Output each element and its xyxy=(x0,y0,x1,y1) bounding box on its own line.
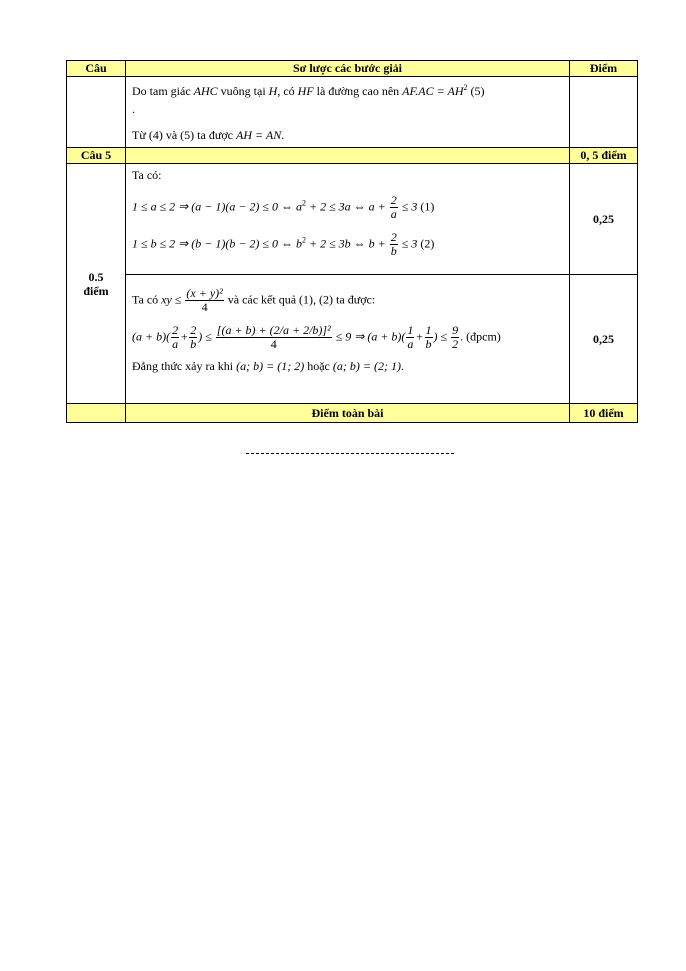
q4-text: Do tam giác xyxy=(132,84,191,98)
q5-fraction xyxy=(425,324,433,351)
q5-part2-content xyxy=(126,275,570,404)
q5-expr: + xyxy=(180,329,189,344)
frac-num: 2 xyxy=(172,323,179,337)
q4-text: vuông tại xyxy=(220,84,266,98)
q5-expr: ≤ 3 xyxy=(401,236,418,251)
q5-expr: 1 ≤ a ≤ 2 ⇒ (a − 1)(a − 2) ≤ 0 ⇔ a xyxy=(132,199,302,214)
q5-main-inequality xyxy=(132,324,563,351)
q4-text: và xyxy=(165,128,178,142)
q4-tag: (5) xyxy=(470,84,485,98)
q5-expr: + 2 ≤ 3a ⇔ a + xyxy=(306,199,386,214)
q4-equation: AF.AC = AH xyxy=(402,84,464,98)
frac-num: [(a + b) + (2/a + 2/b)]² xyxy=(216,323,331,337)
q5-text: Ta có xyxy=(132,292,159,307)
section-5-row xyxy=(67,148,638,164)
q5-text: . (đpcm) xyxy=(460,329,501,344)
frac-num: 1 xyxy=(407,323,414,337)
q5-intro: Ta có: xyxy=(132,168,162,182)
q5-text: . xyxy=(400,359,404,373)
q5-tag: (1) xyxy=(299,292,314,307)
q4-tail-content xyxy=(126,77,570,148)
header-diem: Điểm xyxy=(570,61,638,77)
q5-sup: 2 xyxy=(302,198,306,208)
q5-fraction xyxy=(390,194,398,221)
q5-equality-case xyxy=(132,357,563,375)
q5-expr: + xyxy=(415,329,424,344)
section-5-blank xyxy=(126,148,570,164)
frac-den: b xyxy=(390,244,397,258)
frac-den: 4 xyxy=(201,300,208,314)
frac-den: b xyxy=(190,337,197,351)
q5-fraction xyxy=(185,287,223,314)
q4-tail-label xyxy=(67,77,126,148)
q5-expr: (a + b)( xyxy=(132,329,171,344)
q5-expr: ) ≤ xyxy=(198,329,212,344)
end-separator xyxy=(246,453,454,454)
q5-tag: (2) xyxy=(420,236,435,251)
q4-tag: (5) xyxy=(180,128,195,142)
frac-den: b xyxy=(425,337,432,351)
q5-expr: + 2 ≤ 3b ⇔ b + xyxy=(306,236,386,251)
section-5-label: Câu 5 xyxy=(67,148,126,164)
q4-tag: (4) xyxy=(148,128,163,142)
total-blank xyxy=(67,404,126,423)
q5-part1-row xyxy=(67,164,638,275)
section-5-points: 0, 5 điểm xyxy=(570,148,638,164)
frac-den: a xyxy=(390,207,397,221)
frac-den: 4 xyxy=(270,337,277,351)
q4-text: ta được xyxy=(197,128,234,142)
q5-fraction xyxy=(406,324,414,351)
q4-tail-score xyxy=(570,77,638,148)
q5-fraction xyxy=(390,231,398,258)
frac-num: 9 xyxy=(452,323,459,337)
q4-segment: HF xyxy=(297,84,314,98)
q4-point: H xyxy=(268,84,278,98)
frac-num: 2 xyxy=(390,193,397,207)
q5-points-value: 0.5 xyxy=(88,269,104,284)
q4-tail-row xyxy=(67,77,638,148)
q5-fraction xyxy=(451,324,459,351)
q4-text: là đường cao nên xyxy=(316,84,400,98)
header-cau: Câu xyxy=(67,61,126,77)
q5-expr: (a; b) = (2; 1) xyxy=(332,359,401,373)
frac-num: 1 xyxy=(425,323,432,337)
frac-den: a xyxy=(407,337,414,351)
q5-expr: ≤ 9 ⇒ (a + b)( xyxy=(335,329,406,344)
q5-expr: (a; b) = (1; 2) xyxy=(236,359,305,373)
q4-text: , có xyxy=(277,84,295,98)
q5-part1-content xyxy=(126,164,570,275)
q5-part2-score: 0,25 xyxy=(570,275,638,404)
q5-big-fraction xyxy=(216,324,332,351)
header-steps: Sơ lược các bước giải xyxy=(126,61,570,77)
q5-part2-row xyxy=(67,275,638,404)
q5-part1-score: 0,25 xyxy=(570,164,638,275)
q5-fraction xyxy=(189,324,197,351)
q5-text: và các kết quả xyxy=(227,292,297,307)
q5-tag: (1) xyxy=(420,199,435,214)
q4-dot: . xyxy=(132,102,135,116)
q5-text: , xyxy=(313,292,317,307)
q4-text: Từ xyxy=(132,128,146,142)
frac-den: 2 xyxy=(452,337,459,351)
q5-fraction xyxy=(171,324,179,351)
total-score: 10 điểm xyxy=(570,404,638,423)
q5-inequality-2 xyxy=(132,231,563,258)
q4-sup: 2 xyxy=(463,83,468,92)
q4-conclusion: AH = AN xyxy=(236,128,282,142)
q5-text: hoặc xyxy=(307,359,330,373)
total-label: Điểm toàn bài xyxy=(126,404,570,423)
q5-points-label xyxy=(67,164,126,404)
q4-triangle: AHC xyxy=(193,84,218,98)
q5-hint xyxy=(132,287,563,314)
frac-den: a xyxy=(172,337,179,351)
grading-table xyxy=(66,60,638,423)
table-header-row xyxy=(67,61,638,77)
q5-text: ta được: xyxy=(336,292,376,307)
frac-num: 2 xyxy=(390,230,397,244)
q5-sup: 2 xyxy=(302,235,306,245)
q5-tag: (2) xyxy=(319,292,334,307)
frac-num: 2 xyxy=(190,323,197,337)
q4-text: . xyxy=(281,128,285,142)
q5-expr: xy ≤ xyxy=(161,292,182,307)
q5-expr: ) ≤ xyxy=(433,329,448,344)
q5-expr: 1 ≤ b ≤ 2 ⇒ (b − 1)(b − 2) ≤ 0 ⇔ b xyxy=(132,236,302,251)
frac-num: (x + y)² xyxy=(186,286,223,300)
q5-points-unit: điểm xyxy=(83,283,109,298)
q5-expr: ≤ 3 xyxy=(401,199,418,214)
q5-inequality-1 xyxy=(132,194,563,221)
q5-text: Đẳng thức xảy ra khi xyxy=(132,359,234,373)
total-row xyxy=(67,404,638,423)
